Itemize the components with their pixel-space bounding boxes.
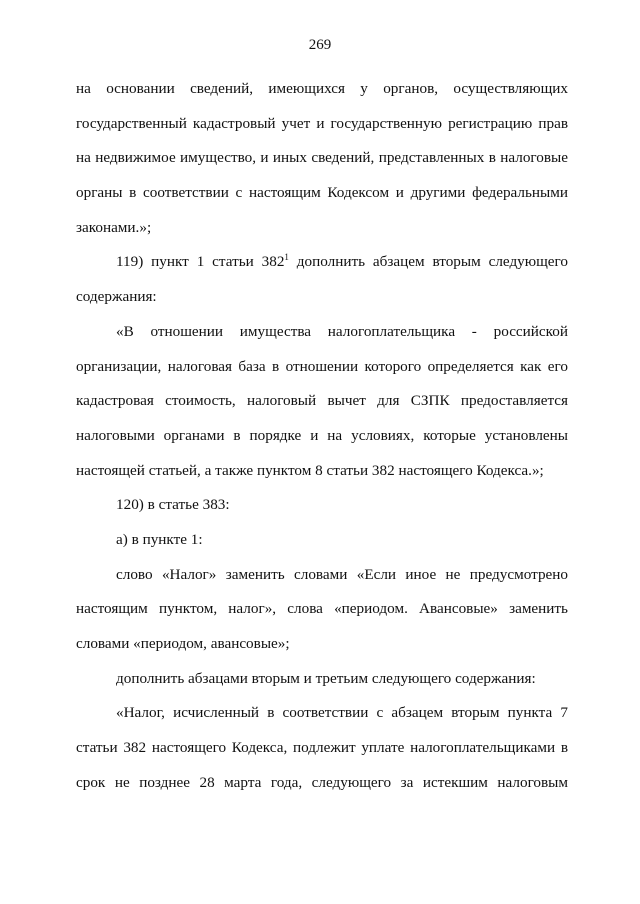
text-line: а) в пункте 1: xyxy=(116,530,203,548)
text-line: статьи 382 настоящего Кодекса, подлежит уплате налогоплательщиками в xyxy=(76,739,568,757)
text-line-item-119 xyxy=(76,245,568,280)
item-119-text: 119) пункт 1 статьи 382 xyxy=(116,253,285,271)
text-line: словами «периодом, авансовые»; xyxy=(76,635,290,652)
text-line: настоящей статьей, а также пунктом 8 статьи 382 настоящего Кодекса.»; xyxy=(76,461,544,479)
text-line: настоящим пунктом, налог», слова «периодом. Авансовые» заменить xyxy=(76,600,568,618)
text-line: «Налог, исчисленный в соответствии с абзацем вторым пункта 7 xyxy=(116,704,568,722)
text-line: содержания: xyxy=(76,288,157,306)
text-line: срок не позднее 28 марта года, следующего за истекшим налоговым xyxy=(76,773,568,791)
text-line: законами.»; xyxy=(76,218,152,236)
text-line: кадастровая стоимость, налоговый вычет для СЗПК предоставляется xyxy=(76,392,568,410)
document-body xyxy=(76,72,568,800)
text-line: налоговыми органами в порядке и на условиях, которые установлены xyxy=(76,426,568,444)
superscript: 1 xyxy=(284,252,289,263)
text-line: слово «Налог» заменить словами «Если иное не предусмотрено xyxy=(116,565,568,583)
text-line: 120) в статье 383: xyxy=(116,496,230,514)
text-line: «В отношении имущества налогоплательщика - российской xyxy=(116,322,568,340)
item-119-text-cont: дополнить абзацем вторым следующего xyxy=(288,253,568,271)
text-line: организации, налоговая база в отношении которого определяется как его xyxy=(76,357,568,375)
page-number: 269 xyxy=(308,37,332,53)
text-line: государственный кадастровый учет и государственную регистрацию прав xyxy=(76,114,568,132)
text-line: органы в соответствии с настоящим Кодексом и другими федеральными xyxy=(76,184,568,202)
text-line: на основании сведений, имеющихся у органов, осуществляющих xyxy=(76,80,568,97)
text-line: дополнить абзацами вторым и третьим следующего содержания: xyxy=(116,669,536,687)
text-line: на недвижимое имущество, и иных сведений, представленных в налоговые xyxy=(76,149,568,167)
